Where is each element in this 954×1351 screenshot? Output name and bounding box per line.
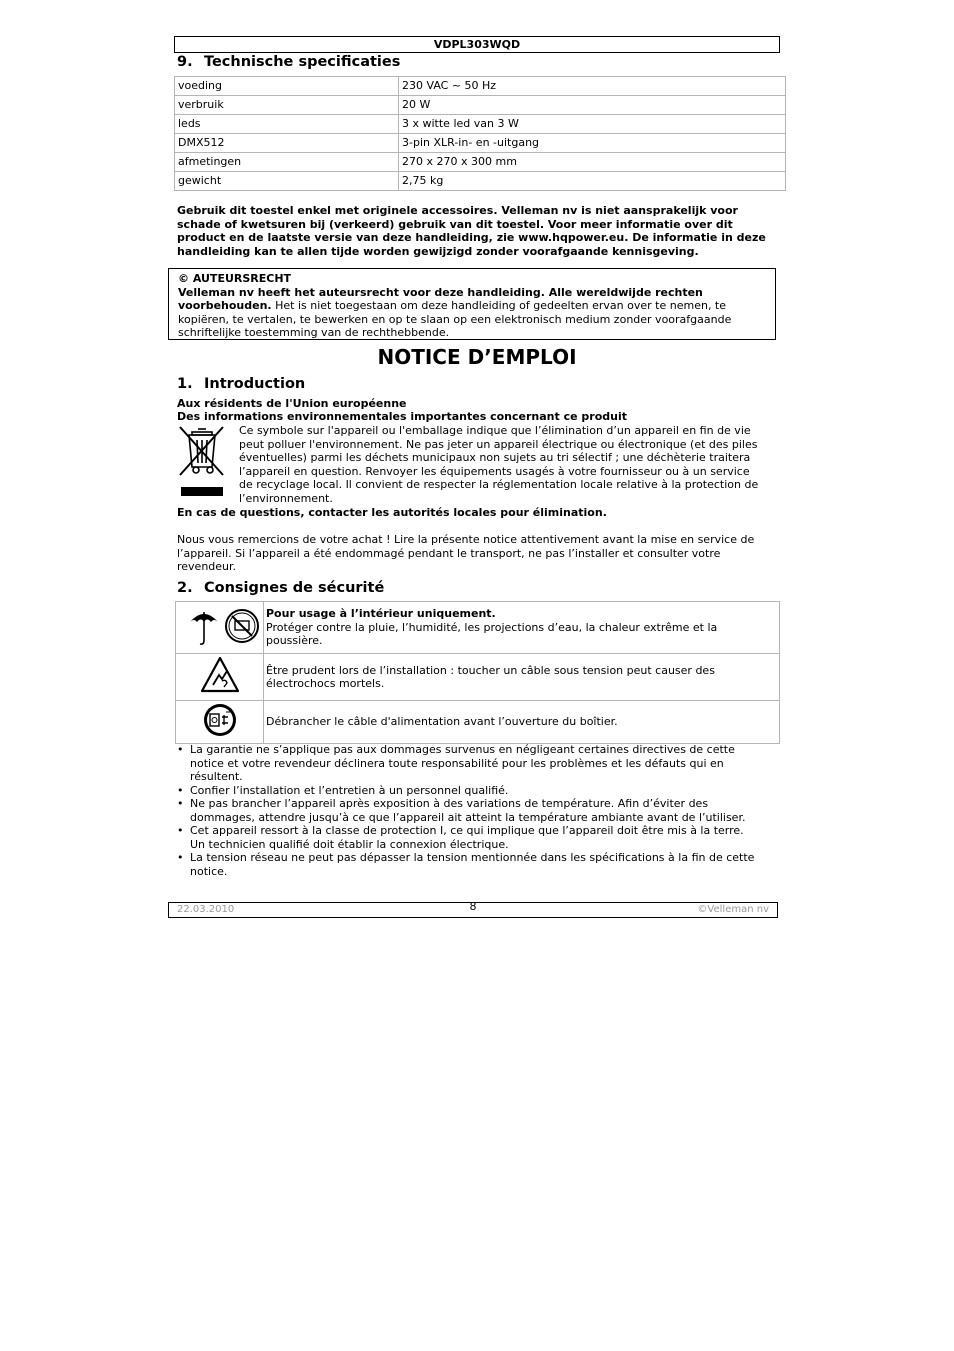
copyright-line: [178, 299, 775, 313]
safety-line: Être prudent lors de l’installation : toucher un câble sous tension peut causer des: [266, 663, 715, 677]
safety-text-cell: [264, 602, 780, 654]
section-number: 9.: [177, 54, 193, 70]
intro-subheading-1: Aux résidents de l'Union européenne: [177, 397, 407, 410]
spec-label: leds: [175, 115, 399, 134]
safety-line: Débrancher le câble d'alimentation avant l’ouverture du boîtier.: [266, 715, 618, 728]
footer-date: 22.03.2010: [177, 904, 235, 915]
bullet-line: dommages, attendre jusqu’à ce que l’appareil ait atteint la température ambiante avant de l’utiliser.: [190, 810, 746, 824]
bullet-line: résultent.: [190, 770, 243, 783]
section-9-heading: [177, 53, 400, 71]
weee-line: éventuelles) parmi les déchets municipaux non sujets au tri sélectif ; une déchèterie traitera: [239, 451, 751, 464]
table-row: [176, 654, 780, 701]
spec-value: 3 x witte led van 3 W: [399, 115, 786, 134]
spec-value: 230 VAC ~ 50 Hz: [399, 77, 786, 96]
page-title: NOTICE D’EMPLOI: [377, 345, 577, 369]
table-row: [175, 172, 786, 191]
table-row: [175, 134, 786, 153]
footer-company: ©Velleman nv: [697, 904, 769, 915]
section-number: 2.: [177, 580, 193, 596]
copyright-bold-text: voorbehouden.: [178, 299, 272, 312]
spec-table-wrapper: [174, 76, 786, 191]
section-title: Introduction: [204, 376, 306, 392]
safety-table: [175, 601, 780, 744]
safety-text-cell: [264, 701, 780, 744]
safety-line: poussière.: [266, 634, 323, 648]
copyright-line: schriftelijke toestemming van de rechthebbende.: [178, 326, 450, 339]
spec-table: [174, 76, 786, 191]
safety-bullet-list: [175, 743, 780, 878]
spec-label: afmetingen: [175, 153, 399, 172]
table-row: [176, 602, 780, 654]
copyright-line: Velleman nv heeft het auteursrecht voor deze handleiding. Alle wereldwijde rechten: [178, 285, 703, 299]
safety-line: Protéger contre la pluie, l’humidité, les projections d’eau, la chaleur extrême et la: [266, 620, 718, 634]
thanks-line: l’appareil. Si l’appareil a été endommagé pendant le transport, ne pas l’installer et consulter votre: [177, 546, 721, 560]
list-item: [175, 851, 780, 878]
weee-line: l’appareil en question. Renvoyer les équipements usagés à votre fournisseur ou à un service: [239, 464, 750, 478]
spec-label: verbruik: [175, 96, 399, 115]
copyright-text: Het is niet toegestaan om deze handleiding of gedeelten ervan over te nemen, te: [271, 299, 727, 312]
spec-value: 2,75 kg: [399, 172, 786, 191]
bullet-line: • La tension réseau ne peut pas dépasser la tension mentionnée dans les spécifications à la fin de cette: [190, 851, 755, 864]
bullet-line: • Confier l’installation et l’entretien à un personnel qualifié.: [190, 783, 509, 797]
safety-text-cell: [264, 654, 780, 701]
copyright-heading: © AUTEURSRECHT: [178, 272, 292, 285]
notice-line: handleiding kan te allen tijde worden gewijzigd zonder voorafgaande kennisgeving.: [177, 244, 699, 258]
list-item: [175, 784, 780, 798]
section-number: 1.: [177, 376, 193, 392]
bullet-line: notice.: [190, 864, 228, 878]
thanks-paragraph: [177, 533, 777, 574]
weee-line: peut polluer l'environnement. Ne pas jeter un appareil électrique ou électronique (et des piles: [239, 437, 758, 451]
intro-subheading-2: Des informations environnementales importantes concernant ce produit: [177, 410, 627, 423]
bullet-line: Un technicien qualifié doit établir la connexion électrique.: [190, 837, 509, 851]
section-title: Consignes de sécurité: [204, 580, 385, 596]
umbrella-icon: [190, 612, 218, 644]
weee-bin-icon: [177, 425, 227, 500]
bullet-line: • Ne pas brancher l’appareil après exposition à des variations de température. Afin d’éviter des: [190, 797, 709, 810]
weee-line: Ce symbole sur l'appareil ou l'emballage indique que l’élimination d’un appareil en fin de vie: [239, 424, 751, 437]
spec-label: DMX512: [175, 134, 399, 153]
safety-line: électrochocs mortels.: [266, 677, 385, 690]
bullet-line: notice et votre revendeur déclinera toute responsabilité pour les problèmes et les défauts qui en: [190, 756, 724, 770]
list-item: [175, 743, 780, 784]
contact-authorities: En cas de questions, contacter les autorités locales pour élimination.: [177, 506, 607, 519]
safety-icons-cell: [176, 602, 264, 654]
spec-value: 270 x 270 x 300 mm: [399, 153, 786, 172]
table-row: [175, 77, 786, 96]
table-row: [175, 153, 786, 172]
safety-icons-cell: [176, 654, 264, 701]
weee-line: l’environnement.: [239, 491, 333, 505]
spec-value: 3-pin XLR-in- en -uitgang: [399, 134, 786, 153]
bullet-line: • Cet appareil ressort à la classe de protection I, ce qui implique que l’appareil doit être mis à la terre.: [190, 824, 744, 837]
thanks-line: Nous vous remercions de votre achat ! Lire la présente notice attentivement avant la mise en service de: [177, 533, 755, 546]
page-number: 8: [469, 900, 477, 913]
model-name: VDPL303WQD: [433, 38, 521, 51]
spec-value: 20 W: [399, 96, 786, 115]
table-row: [175, 96, 786, 115]
list-item: [175, 797, 780, 824]
copyright-box: [168, 268, 776, 340]
table-row: [176, 701, 780, 744]
list-item: [175, 824, 780, 851]
thanks-line: revendeur.: [177, 560, 237, 573]
copyright-line: kopiëren, te vertalen, te bewerken en op te slaan op een elektronisch medium zonder voorafgaande: [178, 312, 732, 326]
notice-line: product en de laatste versie van deze handleiding, zie www.hqpower.eu. De informatie in deze: [177, 231, 766, 244]
accessories-notice: [177, 204, 787, 258]
notice-line: schade of kwetsuren bij (verkeerd) gebruik van dit toestel. Voor meer informatie over dit: [177, 217, 733, 231]
safety-icons-cell: [176, 701, 264, 744]
table-row: [175, 115, 786, 134]
page-footer: [168, 902, 778, 918]
section-1-heading: [177, 375, 305, 393]
section-title: Technische specificaties: [204, 54, 401, 70]
spec-label: voeding: [175, 77, 399, 96]
no-water-icon: [226, 610, 258, 642]
model-header: [174, 36, 780, 53]
weee-text: [239, 424, 784, 505]
safety-table-wrapper: [175, 601, 780, 744]
bullet-line: • La garantie ne s’applique pas aux dommages survenus en négligeant certaines directives de cette: [190, 743, 735, 756]
unplug-icon: [202, 702, 238, 738]
notice-line: Gebruik dit toestel enkel met originele accessoires. Velleman nv is niet aansprakelijk voor: [177, 204, 738, 217]
electric-shock-warning-icon: [200, 655, 240, 695]
weee-line: de recyclage local. Il convient de respecter la réglementation locale relative à la protection de: [239, 478, 759, 491]
indoor-use-heading: Pour usage à l’intérieur uniquement.: [266, 607, 496, 621]
section-2-heading: [177, 579, 384, 597]
spec-label: gewicht: [175, 172, 399, 191]
